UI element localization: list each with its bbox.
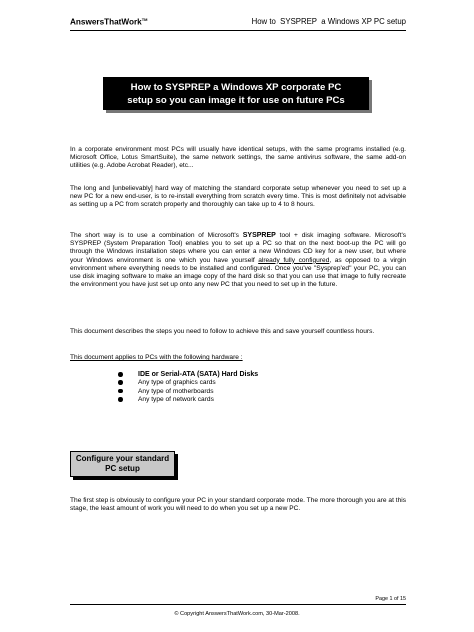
document-title [103, 77, 369, 110]
footer-divider [70, 604, 406, 605]
title-line-2: setup so you can image it for use on future PCs [127, 95, 345, 106]
page-number: Page 1 of 15 [375, 596, 406, 602]
copyright-notice: © Copyright AnswersThatWork.com, 30-Mar-2008. [174, 611, 300, 617]
paragraph-first-step: The first step is obviously to configure your PC in your standard corporate mode. The more thorough you are at this stage, the least amount of work you will need to do when you set up a new PC. [70, 497, 406, 513]
section-heading: Configure your standard PC setup [70, 451, 175, 477]
title-line-1: How to SYSPREP a Windows XP corporate PC [130, 82, 342, 93]
bullet-icon [118, 380, 123, 385]
header-divider [70, 30, 406, 31]
paragraph-hard-way: The long and [unbelievably] hard way of matching the standard corporate setup whenever you need to set up a new PC for a new end-user, is to re-install everything from scratch every time. This is most definitely not advisable as setting up a PC from scratch properly and thoroughly can take up to 4 to 8 hours. [70, 185, 406, 209]
sysprep-bold: SYSPREP [242, 232, 276, 239]
brand-name: AnswersThatWork™ [70, 17, 148, 27]
header-doc-title: How to SYSPREP a Windows XP PC setup [251, 17, 406, 26]
hardware-list [118, 371, 258, 405]
paragraph-describes: This document describes the steps you need to follow to achieve this and save yourself countless hours. [70, 328, 375, 335]
list-item: IDE or Serial-ATA (SATA) Hard Disks [118, 371, 258, 379]
list-item: Any type of motherboards [118, 388, 258, 396]
bullet-icon [118, 389, 123, 394]
paragraph-applies: This document applies to PCs with the following hardware : [70, 354, 243, 361]
bullet-icon [118, 372, 123, 377]
list-item: Any type of graphics cards [118, 379, 258, 387]
paragraph-intro: In a corporate environment most PCs will usually have identical setups, with the same programs installed (e.g. Microsoft Office, Lotus SmartSuite), the same network settings, the same antivirus software, the same add-on utilities (e.g. Adobe Acrobat Reader), etc... [70, 146, 406, 170]
bullet-icon [118, 397, 123, 402]
list-item: Any type of network cards [118, 396, 258, 404]
already-configured-underline: already fully configured [258, 256, 330, 264]
page-header [70, 15, 406, 31]
paragraph-short-way: The short way is to use a combination of Microsoft's SYSPREP tool + disk imaging software. Microsoft's SYSPREP (System Preparation Tool) enables you to set up a PC so that on the next boot-up the PC will go through the Windows installation steps where you can enter a new Windows CD key for a new user, but where your Windows environment is one which you have yourself already fully configured, as opposed to a virgin environment where everything needs to be installed and configured. Once you've "Sysprep'ed" your PC, you can use disk imaging software to make an image copy of the hard disk so that you can use that image to fully recreate the environment you have just set up onto any new PC that you need to set up in the future. [70, 232, 407, 289]
